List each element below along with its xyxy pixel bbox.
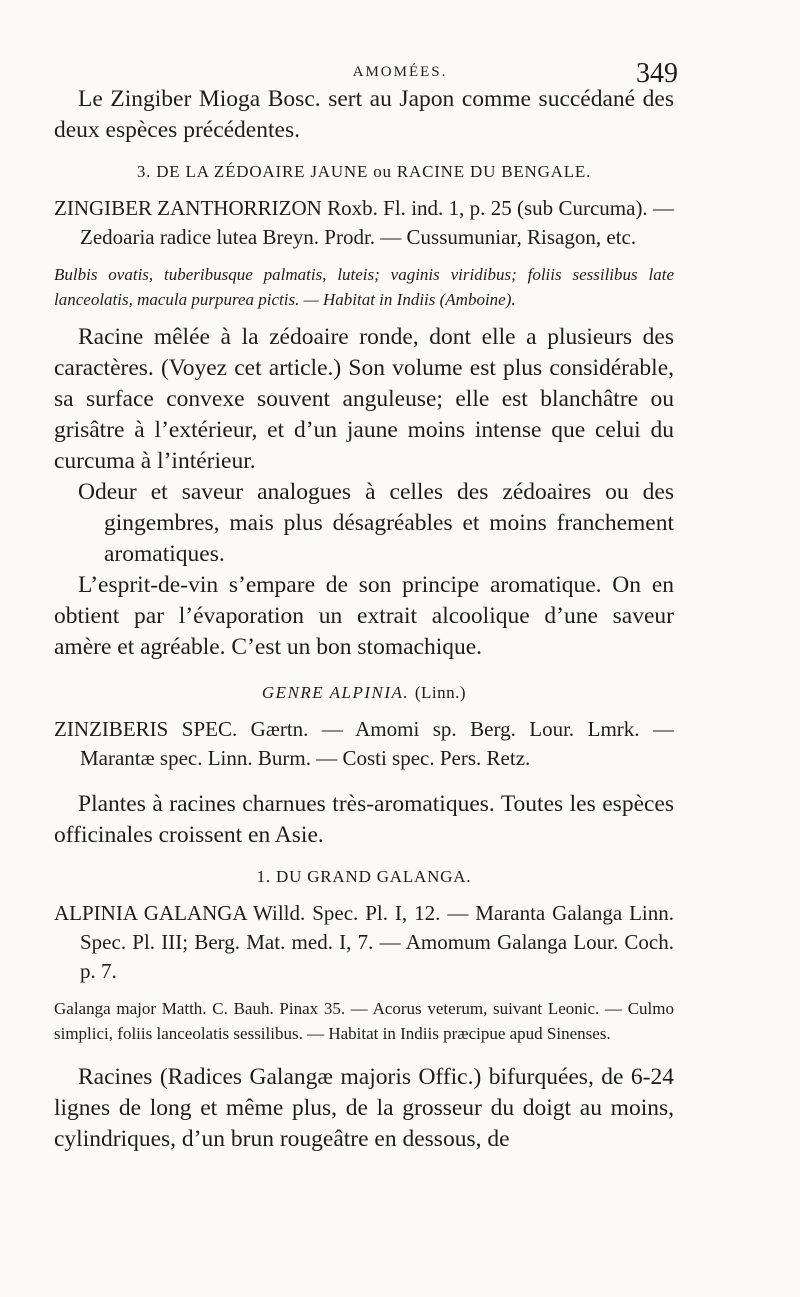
synonymy-alpinia: ZINZIBERIS SPEC. Gærtn. — Amomi sp. Berg. Lour. Lmrk. — Marantæ spec. Linn. Burm. — Costi spec. Pers. Retz. <box>54 717 674 770</box>
paragraph-racine: Racine mêlée à la zédoaire ronde, dont elle a plusieurs des caractères. (Voyez cet article.) Son volume est plus considérable, sa surface convexe souvent anguleuse; elle est blanchâtre ou grisâtre à l’extérieur, et d’un jaune moins intense que celui du curcuma à l’intérieur. <box>54 324 674 474</box>
section-title-grand-galanga: 1. DU GRAND GALANGA. <box>256 867 472 886</box>
page-number: 349 <box>636 58 678 89</box>
synonymy-galanga: ALPINIA GALANGA Willd. Spec. Pl. I, 12. — Maranta Galanga Linn. Spec. Pl. III; Berg. Mat. med. I, 7. — Amomum Galanga Lour. Coch. p. 7. <box>54 901 674 983</box>
genre-authority: (Linn.) <box>414 683 467 702</box>
diagnosis-zedoaire: Bulbis ovatis, tuberibusque palmatis, luteis; vaginis viridibus; foliis sessilibus late lanceolatis, macula purpurea pictis. — Habitat in Indiis (Amboine). <box>54 265 674 309</box>
paragraph-racines-galanga: Racines (Radices Galangæ majoris Offic.) bifurquées, de 6-24 lignes de long et même plus, de la grosseur du doigt au moins, cylindriques, d’un brun rougeâtre en dessous, de <box>54 1064 674 1152</box>
genre-name: GENRE ALPINIA. <box>261 683 410 702</box>
genre-title-alpinia <box>54 681 674 705</box>
page-body <box>54 84 674 1155</box>
paragraph-esprit-de-vin: L’esprit-de-vin s’empare de son principe aromatique. On en obtient par l’évaporation un extrait alcoolique d’une saveur amère et agréable. C’est un bon stomachique. <box>54 572 674 660</box>
section-title-zedoaire-jaune: 3. DE LA ZÉDOAIRE JAUNE ou RACINE DU BENGALE. <box>136 162 592 181</box>
paragraph-odeur: Odeur et saveur analogues à celles des zédoaires ou des gingembres, mais plus désagréables et moins franchement aromatiques. <box>78 479 674 567</box>
running-title: AMOMÉES. <box>352 64 448 80</box>
intro-paragraph: Le Zingiber Mioga Bosc. sert au Japon comme succédané des deux espèces précédentes. <box>54 86 674 143</box>
diagnosis-galanga: Galanga major Matth. C. Bauh. Pinax 35. — Acorus veterum, suivant Leonic. — Culmo simplici, foliis lanceolatis sessilibus. — Habitat in Indiis præcipue apud Sinenses. <box>54 999 674 1043</box>
paragraph-plantes: Plantes à racines charnues très-aromatiques. Toutes les espèces officinales croissent en Asie. <box>54 791 674 848</box>
synonymy-zedoaire: ZINGIBER ZANTHORRIZON Roxb. Fl. ind. 1, p. 25 (sub Curcuma). — Zedoaria radice lutea Breyn. Prodr. — Cussumuniar, Risagon, etc. <box>54 196 674 249</box>
